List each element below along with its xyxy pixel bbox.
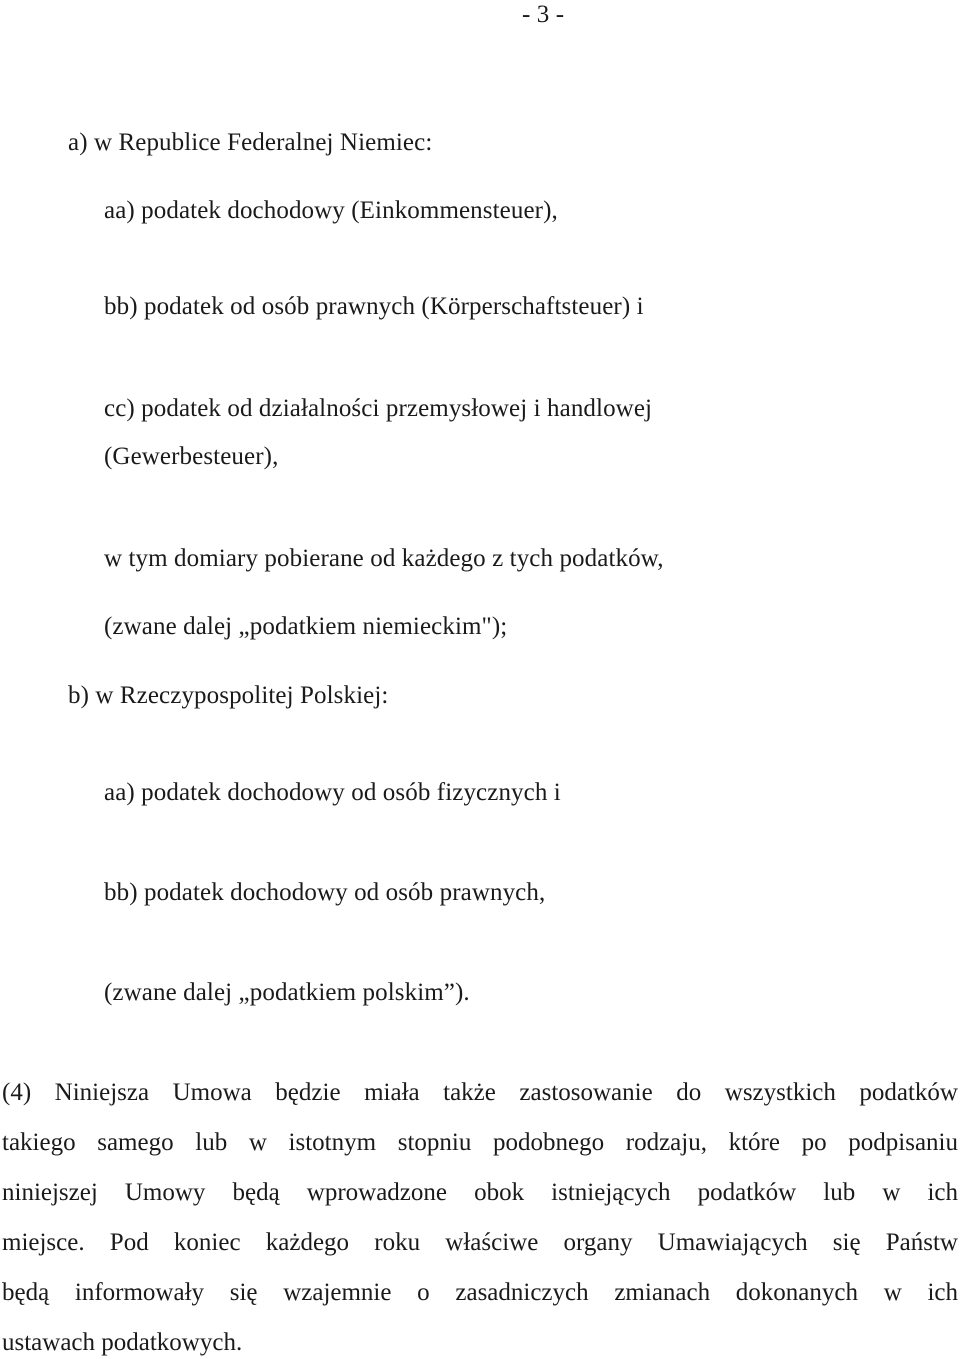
- section-a-item-continuation: (Gewerbesteuer),: [104, 443, 279, 470]
- section-a-heading: a) w Republice Federalnej Niemiec:: [68, 129, 433, 156]
- paragraph-line: takiego samego lub w istotnym stopniu podobnego rodzaju, które po podpisaniu: [2, 1129, 958, 1156]
- section-a-item: bb) podatek od osób prawnych (Körperschaftsteuer) i: [104, 293, 644, 320]
- section-b-item: bb) podatek dochodowy od osób prawnych,: [104, 879, 546, 906]
- paragraph-line: niniejszej Umowy będą wprowadzone obok istniejących podatków lub w ich: [2, 1179, 958, 1206]
- section-b-item: aa) podatek dochodowy od osób fizycznych i: [104, 779, 561, 806]
- section-b-definition: (zwane dalej „podatkiem polskim”).: [104, 979, 470, 1006]
- paragraph-line: będą informowały się wzajemnie o zasadniczych zmianach dokonanych w ich: [2, 1279, 958, 1306]
- section-a-item: aa) podatek dochodowy (Einkommensteuer),: [104, 197, 558, 224]
- section-a-item: cc) podatek od działalności przemysłowej i handlowej: [104, 395, 653, 422]
- paragraph-line: miejsce. Pod koniec każdego roku właściwe organy Umawiających się Państw: [2, 1229, 958, 1256]
- section-a-note: w tym domiary pobierane od każdego z tych podatków,: [104, 545, 664, 572]
- paragraph-line: (4) Niniejsza Umowa będzie miała także zastosowanie do wszystkich podatków: [2, 1079, 958, 1106]
- paragraph-line: ustawach podatkowych.: [2, 1329, 243, 1356]
- page-number: - 3 -: [522, 1, 565, 28]
- section-a-definition: (zwane dalej „podatkiem niemieckim");: [104, 613, 508, 640]
- section-b-heading: b) w Rzeczypospolitej Polskiej:: [68, 682, 389, 709]
